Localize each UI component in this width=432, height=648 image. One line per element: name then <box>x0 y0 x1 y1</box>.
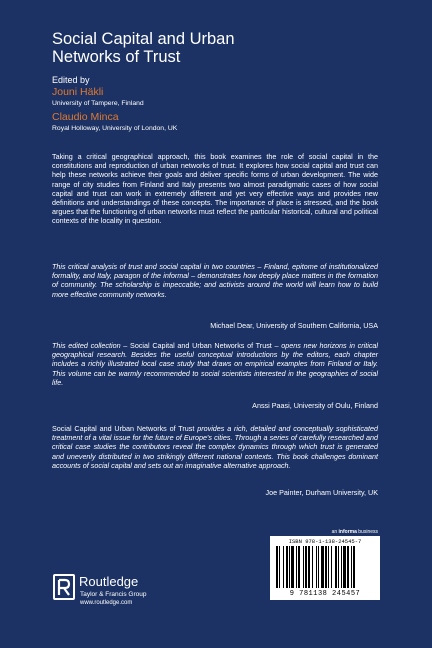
editor-affiliation-2: Royal Holloway, University of London, UK <box>52 125 178 132</box>
edited-by-label: Edited by <box>52 75 90 85</box>
isbn-barcode <box>270 536 380 600</box>
isbn-label: ISBN 978-1-138-24545-7 <box>288 538 362 545</box>
editor-affiliation-1: University of Tampere, Finland <box>52 100 144 107</box>
barcode-digits: 9 781138 245457 <box>289 590 361 598</box>
review-2-text <box>52 341 378 387</box>
editor-name-1: Jouni Häkli <box>52 86 104 98</box>
barcode-icon <box>274 546 376 590</box>
routledge-logo-icon <box>52 573 80 603</box>
review-3-author: Joe Painter, Durham University, UK <box>265 488 378 497</box>
review-3-body: provides a rich, detailed and conceptually sophisticated treatment of a vital issue for the future of Europe's cities. Through a series of carefully researched and critical case studies the contributors reveal the complex dynamics through which trust is generated and unevenly distributed in two strikingly different national contexts. This book challenges dominant accounts of social capital and sets out an imaginative alternative approach. <box>52 424 378 470</box>
review-1-author: Michael Dear, University of Southern California, USA <box>210 321 378 330</box>
informa-business-mark <box>332 529 378 535</box>
review-2-body: – opens new horizons in critical geographical research. Besides the useful conceptual introductions by the editors, each chapter includes a richly illustrated local case study that draws on empirical examples from Finland or Italy. This volume can be warmly recommended to social scientists interested in the geographies of social life. <box>52 341 379 387</box>
book-description: Taking a critical geographical approach, this book examines the role of social capital in the constitutions and reproduction of urban networks of trust. It explores how social capital and trust can help these networks achieve their goals and deliver specific forms of urban development. The wide range of city studies from Finland and Italy presents two almost paradigmatic cases of how social capital and trust can work in extremely different and yet very effective ways and provides new definitions and understandings of these concepts. The importance of place is stressed, and the book argues that the functioning of urban networks must reflect the particular historical, cultural and political contexts of the locality in question. <box>52 152 378 226</box>
review-2-book-title: Social Capital and Urban Networks of Trust <box>130 341 272 350</box>
review-2-lead: This edited collection – <box>52 341 128 350</box>
informa-suffix: business <box>358 529 378 535</box>
title-line-2: Networks of Trust <box>52 48 181 66</box>
publisher-group: Taylor & Francis Group <box>80 591 147 598</box>
review-1-text <box>52 262 378 299</box>
editor-name-2: Claudio Minca <box>52 111 119 123</box>
review-3-book-title: Social Capital and Urban Networks of Trust <box>52 424 195 433</box>
review-1-body: This critical analysis of trust and social capital in two countries – Finland, epitome of institutionalized formality, and Italy, paragon of the informal – demonstrates how deeply place matters in the formation of community. The scholarship is impeccable; and activists around the world will learn how to build more effective community networks. <box>52 262 378 299</box>
review-3-text <box>52 424 378 470</box>
book-title <box>52 30 382 66</box>
publisher-url: www.routledge.com <box>80 600 133 606</box>
title-line-1: Social Capital and Urban <box>52 30 235 48</box>
informa-brand: informa <box>338 529 357 535</box>
informa-prefix: an <box>331 529 338 535</box>
publisher-name: Routledge <box>79 574 139 589</box>
review-2-author: Anssi Paasi, University of Oulu, Finland <box>252 401 378 410</box>
